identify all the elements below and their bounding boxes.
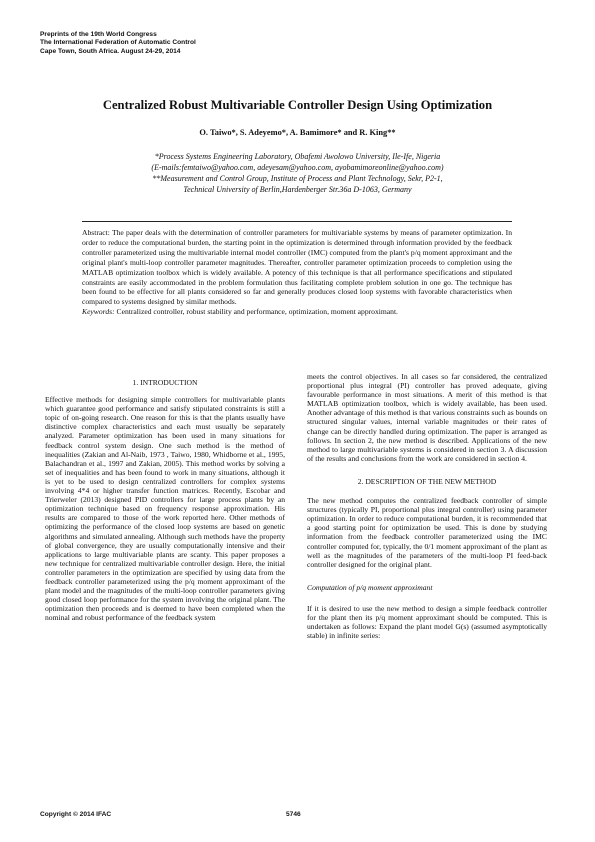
abstract-label: Abstract:: [82, 228, 110, 237]
right-column: [307, 372, 547, 640]
preprint-header: [40, 31, 196, 56]
affiliations: [60, 151, 535, 195]
keywords-label: Keywords:: [82, 307, 115, 317]
paper-title: Centralized Robust Multivariable Controller Design Using Optimization: [102, 98, 493, 112]
section-1-heading: 1. INTRODUCTION: [132, 378, 198, 387]
introduction-paragraph-2: meets the control objectives. In all cases so far considered, the centralized proportional plus integral (PI) controller has proved adequate, giving favourable performance in most situations. A merit of this method is that MATLAB optimization toolbox, which is widely available, has been used. Another advantage of this method is that various constraints such as bounds on structured singular values, internal variable magnitudes or their rates of change can be directly handled during optimization. The paper is arranged as follows. In section 2, the new method is described. Applications of the new method to large multivariable systems is considered in section 3. A discussion of the results and conclusions from the work are considered in section 4.: [307, 372, 548, 463]
introduction-paragraph-1: Effective methods for designing simple controllers for multivariable plants which guarantee good performance and satisfy stipulated constraints is still a topic of on-going research. One reason for this is that the plants usually have distinctive complex characteristics and each must usually be separately analyzed. Parameter optimization has been used in many situations for feedback control system design. One such method is the method of inequalities (Zakian and Al-Naib, 1973 , Taiwo, 1980, Whidborne et al., 1995, Balachandran et al., 1997 and Zakian, 2005). This method works by solving a set of inequalities and has been found to work in many situations, although it is yet to be used to design centralized controllers for complex systems involving 4*4 or higher transfer function matrices. Recently, Escobar and Trierweler (2013) designed PID controllers for large process plants by an optimization technique based on frequency response approximation. His results are compared to those of the work reported here. Other methods of optimizing the performance of the closed loop systems are based on genetic algorithms and simulated annealing. Although such methods have the property of global convergence, they are usually computationally intensive and their applications to large multivariable plants are scanty. This paper proposes a new technique for centralized multivariable controller design. Here, the initial controller parameters in the optimization are specified by using data from the feedback controller parameterized using the p/q moment approximant of the plant model and the magnitudes of the multi-loop controller parameters giving good closed loop performance for the system involving the original plant. The optimization then proceeds and is deemed to have been completed when the nominal and robust performance of the feedback system: [45, 395, 285, 623]
copyright-footer: Copyright © 2014 IFAC: [40, 811, 112, 818]
page-number: 5746: [286, 811, 301, 818]
abstract-text: The paper deals with the determination of controller parameters for multivariable systems by means of parameter optimization. In order to reduce the computational burden, the starting point in the optimization is determined through information provided by the feedback controller parameterized using the multivariable internal model controller (IMC) computed from the plant's p/q moment approximant and the original plant's multi-loop controller parameter magnitudes. Thereafter, controller parameter optimization proceeds to completion using the MATLAB optimization toolbox which is widely available. A potency of this technique is that all performance specifications and stipulated constraints are easily accommodated in the problem formulation thus facilitating complete problem solution in one go. The technique has been found to be effective for all plants considered so far and generally produces closed loop systems with favorable characteristics when compared to systems designed by similar methods.: [82, 228, 512, 307]
affiliation-line-2: **Measurement and Control Group, Institute of Process and Plant Technology, Sekr, P2-1,: [152, 174, 443, 183]
keywords-paragraph: [82, 307, 512, 317]
preprint-line-2: The International Federation of Automatic Control: [40, 39, 196, 47]
affiliation-emails: (E-mails:femtaiwo@yahoo.com, adeyesam@yahoo.com, ayobamimoreonline@yahoo.com): [151, 163, 444, 172]
preprint-line-3: Cape Town, South Africa. August 24-29, 2014: [40, 47, 181, 55]
method-paragraph-2: If it is desired to use the new method to design a simple feedback controller for the plant then its p/q moment approximant should be computed. This is undertaken as follows: Expand the plant model G(s) (assumed asymptotically stable) in infinite series:: [307, 603, 547, 641]
left-column: [45, 372, 285, 622]
method-paragraph-1: The new method computes the centralized feedback controller of simple structures (typically PI, proportional plus integral controller) using parameter optimization. In order to reduce computational burden, it is recommended that a good starting point for optimization be used. This is done by studying information from the feedback controller parameterized using the IMC controller computed for, typically, the 0/1 moment approximant of the plant as well as the magnitudes of the parameters of the multi-loop PI feed-back controller designed for the original plant.: [307, 496, 547, 569]
abstract-block: [82, 221, 512, 317]
affiliation-line-1: *Process Systems Engineering Laboratory, Obafemi Awolowo University, Ile-Ife, Nigeria: [154, 152, 441, 161]
preprint-line-1: Preprints of the 19th World Congress: [40, 31, 157, 38]
section-2-heading: 2. DESCRIPTION OF THE NEW METHOD: [357, 476, 497, 486]
keywords-text: Centralized controller, robust stability and performance, optimization, moment approximant.: [114, 307, 398, 317]
affiliation-line-3: Technical University of Berlin,Hardenberger Str.36a D-1063, Germany: [183, 185, 412, 194]
author-list: O. Taiwo*, S. Adeyemo*, A. Bamimore* and R. King**: [199, 128, 396, 137]
abstract-paragraph: [82, 228, 512, 307]
subsection-heading: Computation of p/q moment approximant: [307, 582, 433, 592]
